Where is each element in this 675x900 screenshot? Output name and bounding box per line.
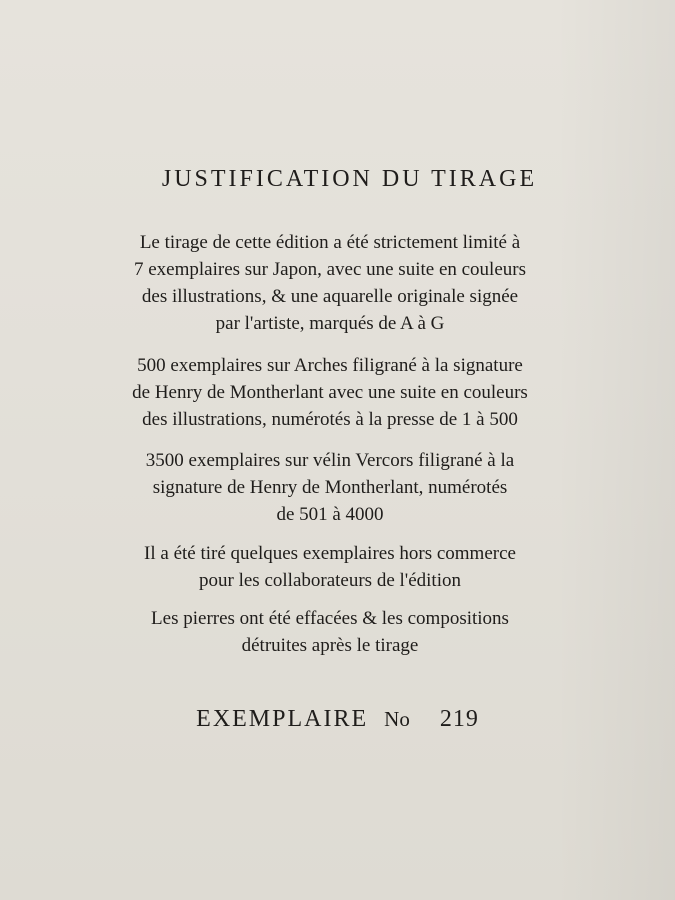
paragraph-line: des illustrations, numérotés à la presse de 1 à 500	[142, 409, 518, 430]
paragraph-line: des illustrations, & une aquarelle originale signée	[141, 286, 519, 307]
paragraph-line: par l'artiste, marqués de A à G	[215, 313, 445, 334]
paragraph-hors-commerce	[60, 540, 600, 594]
paragraph-pierres-effacees	[60, 605, 600, 659]
paragraph-line: signature de Henry de Montherlant, numérotés	[152, 477, 508, 498]
paragraph-japon-edition	[60, 229, 600, 337]
exemplaire-label: EXEMPLAIRE	[196, 706, 369, 732]
paragraph-line: détruites après le tirage	[241, 635, 419, 656]
page-title: JUSTIFICATION DU TIRAGE	[161, 166, 538, 192]
paragraph-line: de Henry de Montherlant avec une suite en couleurs	[132, 382, 528, 403]
paragraph-line: pour les collaborateurs de l'édition	[199, 570, 461, 591]
exemplaire-number: 219	[439, 706, 479, 732]
paragraph-arches-edition	[60, 352, 600, 433]
paragraph-line: 500 exemplaires sur Arches filigrané à la signature	[137, 355, 523, 376]
paragraph-line: Il a été tiré quelques exemplaires hors commerce	[144, 543, 516, 564]
number-sign: No	[384, 707, 410, 731]
paragraph-line: de 501 à 4000	[276, 504, 384, 525]
paragraph-line: 7 exemplaires sur Japon, avec une suite en couleurs	[133, 259, 526, 280]
exemplaire-number-line	[0, 706, 675, 733]
paragraph-line: 3500 exemplaires sur vélin Vercors filigrané à la	[145, 450, 515, 471]
paragraph-line: Les pierres ont été effacées & les compositions	[151, 608, 509, 629]
paragraph-line: Le tirage de cette édition a été strictement limité à	[139, 232, 521, 253]
paragraph-vercors-edition	[60, 447, 600, 528]
